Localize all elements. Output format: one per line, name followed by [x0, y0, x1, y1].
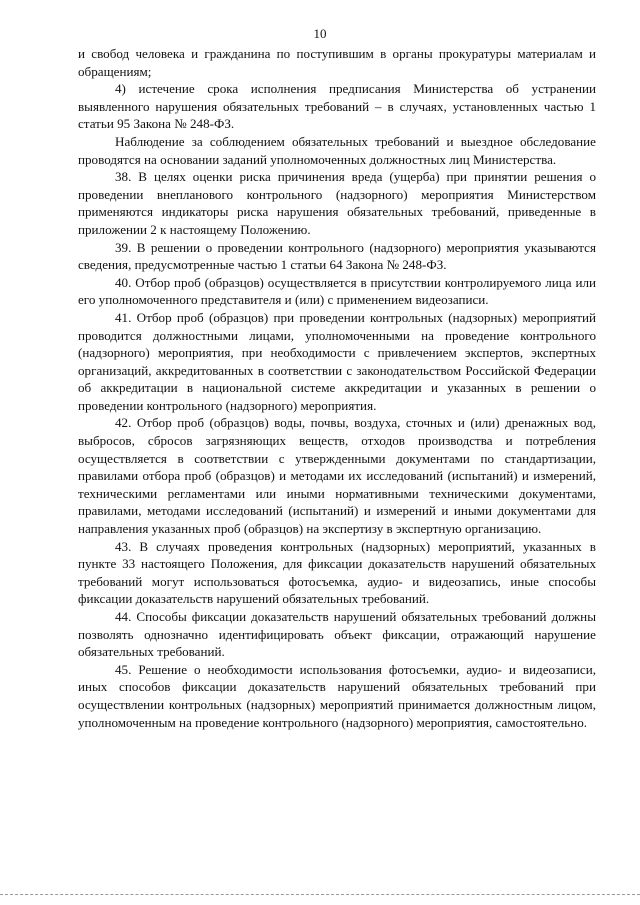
paragraph-39: 39. В решении о проведении контрольного (надзорного) мероприятия указываются сведения, предусмотренные частью 1 статьи 64 Закона № 248-ФЗ.: [78, 239, 596, 273]
document-body: [78, 45, 596, 731]
paragraph-item-4: 4) истечение срока исполнения предписания Министерства об устранении выявленного нарушения обязательных требований – в случаях, установленных частью 1 статьи 95 Закона № 248-ФЗ.: [78, 81, 596, 132]
paragraph-38: 38. В целях оценки риска причинения вреда (ущерба) при принятии решения о проведении внепланового контрольного (надзорного) мероприятия Министерством применяются индикаторы риска нарушения обязательных требований, приведенные в приложении 2 к настоящему Положению.: [78, 169, 596, 237]
paragraph-continuation: и свобод человека и гражданина по поступившим в органы прокуратуры материалам и обращениям;: [78, 46, 596, 79]
paragraph-42: 42. Отбор проб (образцов) воды, почвы, воздуха, сточных и (или) дренажных вод, выбросов, сбросов загрязняющих веществ, отходов производства и потребления осуществляется в соответствии с утвержденными документами по стандартизации, правилами отбора проб (образцов) и методами их исследований (испытаний) и измерений, техническими регламентами или иными нормативными техническими документами, правилами, методами исследований (испытаний) и измерений и иными документами для направления указанных проб (образцов) на экспертизу в экспертную организацию.: [78, 415, 596, 537]
paragraph-44: 44. Способы фиксации доказательств нарушений обязательных требований должны позволять однозначно идентифицировать объект фиксации, отражающий нарушение обязательных требований.: [78, 609, 596, 660]
paragraph-43: 43. В случаях проведения контрольных (надзорных) мероприятий, указанных в пункте 33 настоящего Положения, для фиксации доказательств нарушений обязательных требований могут использоваться фотосъемка, аудио- и видеозапись, иные способы фиксации доказательств нарушений обязательных требований.: [78, 538, 596, 607]
scan-bottom-rule: [0, 894, 640, 895]
paragraph-45: 45. Решение о необходимости использования фотосъемки, аудио- и видеозаписи, иных способов фиксации доказательств нарушений обязательных требований при осуществлении контрольных (надзорных) мероприятий принимается должностным лицом, уполномоченным на проведение контрольного (надзорного) мероприятия, самостоятельно.: [78, 661, 596, 730]
paragraph-40: 40. Отбор проб (образцов) осуществляется в присутствии контролируемого лица или его уполномоченного представителя и (или) с применением видеозаписи.: [78, 274, 596, 308]
paragraph-observation: Наблюдение за соблюдением обязательных требований и выездное обследование проводятся на основании заданий уполномоченных должностных лиц Министерства.: [78, 133, 596, 167]
paragraph-41: 41. Отбор проб (образцов) при проведении контрольных (надзорных) мероприятий проводится должностными лицами, уполномоченными на проведение контрольного (надзорного) мероприятия, при необходимости с привлечением экспертов, экспертных организаций, аккредитованных в соответствии с законодательством Российской Федерации об аккредитации в национальной системе аккредитации и указанных в решении о проведении контрольного (надзорного) мероприятия.: [78, 309, 596, 413]
page-number: 10: [313, 26, 327, 41]
